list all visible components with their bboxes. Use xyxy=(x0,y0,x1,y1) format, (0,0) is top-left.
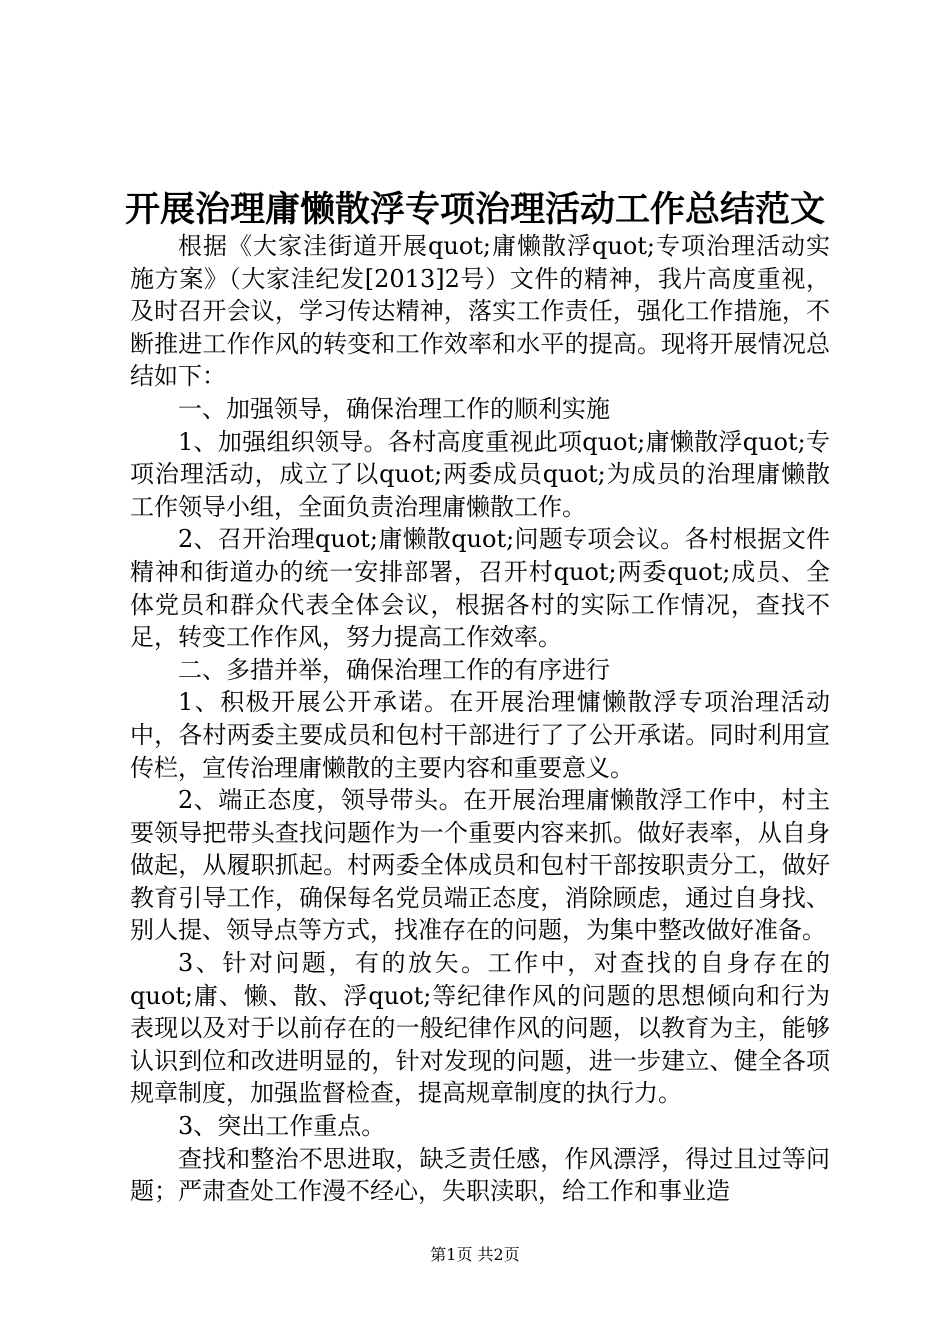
section-heading-3: 3、突出工作重点。 xyxy=(178,1112,386,1141)
page-footer: 第1页 共2页 xyxy=(430,1245,520,1264)
section-heading-1: 一、加强领导，确保治理工作的顺利实施 xyxy=(178,394,610,423)
document-body xyxy=(130,230,830,1208)
paragraph-2-1: 1、积极开展公开承诺。在开展治理慵懒散浮专项治理活动中，各村两委主要成员和包村干部进行了了公开承诺。同时利用宣传栏，宣传治理庸懒散的主要内容和重要意义。 xyxy=(130,688,830,782)
paragraph-2-3: 3、针对问题，有的放矢。工作中，对查找的自身存在的quot;庸、懒、散、浮quot;等纪律作风的问题的思想倾向和行为表现以及对于以前存在的一般纪律作风的问题，以教育为主，能够认识到位和改进明显的，针对发现的问题，进一步建立、健全各项规章制度，加强监督检查，提高规章制度的执行力。 xyxy=(130,949,830,1108)
paragraph-1-2: 2、召开治理quot;庸懒散quot;问题专项会议。各村根据文件精神和街道办的统一安排部署，召开村quot;两委quot;成员、全体党员和群众代表全体会议，根据各村的实际工作情况，查找不足，转变工作作风，努力提高工作效率。 xyxy=(130,525,830,652)
paragraph-3-1: 查找和整治不思进取，缺乏责任感，作风漂浮，得过且过等问题；严肃查处工作漫不经心，失职渎职，给工作和事业造 xyxy=(130,1144,830,1206)
document-title: 开展治理庸懒散浮专项治理活动工作总结范文 xyxy=(124,189,825,230)
paragraph-2-2: 2、端正态度，领导带头。在开展治理庸懒散浮工作中，村主要领导把带头查找问题作为一个重要内容来抓。做好表率，从自身做起，从履职抓起。村两委全体成员和包村干部按职责分工，做好教育引导工作，确保每名党员端正态度，消除顾虑，通过自身找、别人提、领导点等方式，找准存在的问题，为集中整改做好准备。 xyxy=(130,786,830,945)
paragraph-intro: 根据《大家洼街道开展quot;庸懒散浮quot;专项治理活动实施方案》（大家洼纪发[2013]2号）文件的精神，我片高度重视，及时召开会议，学习传达精神，落实工作责任，强化工作措施，不断推进工作作风的转变和工作效率和水平的提高。现将开展情况总结如下： xyxy=(130,232,830,391)
paragraph-1-1: 1、加强组织领导。各村高度重视此项quot;庸懒散浮quot;专项治理活动，成立了以quot;两委成员quot;为成员的治理庸懒散工作领导小组，全面负责治理庸懒散工作。 xyxy=(130,427,830,521)
section-heading-2: 二、多措并举，确保治理工作的有序进行 xyxy=(178,655,610,684)
